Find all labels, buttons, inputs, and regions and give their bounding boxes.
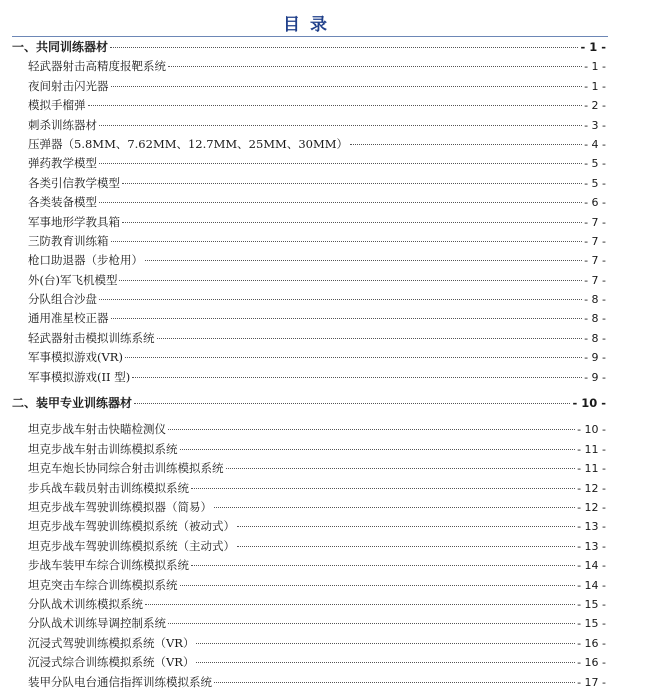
- toc-page-number: - 7 -: [584, 254, 606, 268]
- toc-page-number: - 1 -: [580, 40, 606, 54]
- dot-leader: [214, 682, 575, 683]
- toc-item[interactable]: [12, 154, 606, 173]
- toc-item[interactable]: [12, 232, 606, 251]
- toc-page-number: - 15 -: [577, 617, 606, 631]
- dot-leader: [168, 429, 575, 430]
- toc-section-2[interactable]: [12, 394, 606, 413]
- dot-leader: [191, 565, 575, 566]
- toc-section-label: 一、共同训练器材: [12, 40, 109, 54]
- toc-item[interactable]: [12, 290, 606, 309]
- toc-page-number: - 16 -: [577, 636, 606, 650]
- dot-leader: [191, 488, 575, 489]
- toc-page-number: - 2 -: [584, 99, 606, 113]
- toc-item-label: 坦克步战车驾驶训练模拟系统（主动式）: [28, 538, 235, 553]
- dot-leader: [99, 299, 582, 300]
- toc-item[interactable]: [12, 556, 606, 575]
- page-title: 目录: [283, 15, 337, 35]
- dot-leader: [122, 222, 582, 223]
- toc-item-label: 通用准星校正器: [28, 311, 109, 326]
- toc-item-label: 坦克步战车射击训练模拟系统: [28, 441, 178, 456]
- table-of-contents: [12, 38, 606, 692]
- dot-leader: [196, 643, 575, 644]
- toc-page-number: - 3 -: [584, 118, 606, 132]
- dot-leader: [145, 604, 575, 605]
- toc-item-label: 分队组合沙盘: [28, 292, 97, 307]
- toc-item[interactable]: [12, 135, 606, 154]
- toc-page-number: - 7 -: [584, 273, 606, 287]
- toc-item[interactable]: [12, 96, 606, 115]
- toc-item-label: 夜间射击闪光器: [28, 78, 109, 93]
- toc-item-label: 轻武器射击模拟训练系统: [28, 330, 155, 345]
- toc-item[interactable]: [12, 653, 606, 672]
- toc-item-label: 压弹器（5.8MM、7.62MM、12.7MM、25MM、30MM）: [28, 136, 349, 151]
- toc-page-number: - 16 -: [577, 656, 606, 670]
- toc-page-number: - 8 -: [584, 312, 606, 326]
- dot-leader: [157, 338, 583, 339]
- dot-leader: [122, 183, 582, 184]
- toc-item-label: 弹药教学模型: [28, 156, 97, 171]
- toc-item-label: 各类装备模型: [28, 195, 97, 210]
- toc-page-number: - 15 -: [577, 597, 606, 611]
- toc-item-label: 刺杀训练器材: [28, 117, 97, 132]
- toc-item-label: 坦克步战车驾驶训练模拟器（简易）: [28, 499, 212, 514]
- toc-page-number: - 14 -: [577, 559, 606, 573]
- dot-leader: [99, 163, 582, 164]
- dot-leader: [180, 449, 576, 450]
- toc-page-number: - 7 -: [584, 215, 606, 229]
- toc-page-number: - 13 -: [577, 539, 606, 553]
- toc-item[interactable]: [12, 271, 606, 290]
- toc-section-1[interactable]: [12, 38, 606, 57]
- toc-item[interactable]: [12, 213, 606, 232]
- title-divider: [12, 36, 608, 37]
- toc-item[interactable]: [12, 479, 606, 498]
- toc-item[interactable]: [12, 440, 606, 459]
- toc-item-label: 分队战术训练导调控制系统: [28, 616, 166, 631]
- toc-page-number: - 5 -: [584, 176, 606, 190]
- toc-item[interactable]: [12, 634, 606, 653]
- toc-item[interactable]: [12, 329, 606, 348]
- toc-item-label: 军事模拟游戏(II 型): [28, 369, 131, 384]
- toc-item[interactable]: [12, 174, 606, 193]
- toc-item-label: 军事模拟游戏(VR): [28, 350, 123, 365]
- toc-item-label: 沉浸式驾驶训练模拟系统（VR）: [28, 635, 195, 650]
- toc-page-number: - 4 -: [584, 137, 606, 151]
- toc-item-label: 步兵战车载员射击训练模拟系统: [28, 480, 189, 495]
- toc-page-number: - 9 -: [584, 351, 606, 365]
- toc-page-number: - 10 -: [577, 423, 606, 437]
- dot-leader: [99, 202, 582, 203]
- toc-item-label: 沉浸式综合训练模拟系统（VR）: [28, 655, 195, 670]
- toc-item-label: 军事地形学教具箱: [28, 214, 120, 229]
- dot-leader: [180, 585, 576, 586]
- toc-item[interactable]: [12, 116, 606, 135]
- toc-page-number: - 9 -: [584, 370, 606, 384]
- dot-leader: [145, 260, 582, 261]
- toc-page-number: - 6 -: [584, 196, 606, 210]
- toc-page-number: - 14 -: [577, 578, 606, 592]
- toc-item[interactable]: [12, 348, 606, 367]
- toc-item[interactable]: [12, 368, 606, 387]
- toc-page-number: - 1 -: [584, 79, 606, 93]
- dot-leader: [134, 403, 570, 404]
- dot-leader: [119, 280, 582, 281]
- dot-leader: [88, 105, 583, 106]
- dot-leader: [168, 66, 582, 67]
- toc-page-number: - 13 -: [577, 520, 606, 534]
- toc-page-number: - 11 -: [577, 442, 606, 456]
- toc-item[interactable]: [12, 57, 606, 76]
- toc-item-label: 坦克突击车综合训练模拟系统: [28, 577, 178, 592]
- toc-page-number: - 12 -: [577, 481, 606, 495]
- toc-item[interactable]: [12, 537, 606, 556]
- dot-leader: [99, 125, 582, 126]
- dot-leader: [110, 47, 578, 48]
- dot-leader: [111, 241, 583, 242]
- toc-item-label: 坦克步战车射击快瞄检测仪: [28, 422, 166, 437]
- toc-item[interactable]: [12, 77, 606, 96]
- toc-item-label: 坦克车炮长协同综合射击训练模拟系统: [28, 461, 224, 476]
- toc-item[interactable]: [12, 517, 606, 536]
- toc-item-label: 装甲分队电台通信指挥训练模拟系统: [28, 674, 212, 689]
- toc-item-label: 步战车装甲车综合训练模拟系统: [28, 558, 189, 573]
- dot-leader: [226, 468, 576, 469]
- toc-item-label: 外(台)军飞机模型: [28, 272, 118, 287]
- dot-leader: [350, 144, 582, 145]
- toc-page-number: - 10 -: [572, 396, 606, 411]
- toc-item-label: 分队战术训练模拟系统: [28, 596, 143, 611]
- toc-item[interactable]: [12, 193, 606, 212]
- toc-item-label: 各类引信教学模型: [28, 175, 120, 190]
- dot-leader: [168, 623, 575, 624]
- toc-page-number: - 7 -: [584, 234, 606, 248]
- toc-item[interactable]: [12, 576, 606, 595]
- toc-item-label: 轻武器射击高精度报靶系统: [28, 59, 166, 74]
- toc-item[interactable]: [12, 595, 606, 614]
- toc-item[interactable]: [12, 614, 606, 633]
- toc-item-label: 模拟手榴弹: [28, 98, 86, 113]
- dot-leader: [237, 526, 575, 527]
- toc-page-number: - 12 -: [577, 500, 606, 514]
- dot-leader: [237, 546, 575, 547]
- dot-leader: [111, 318, 583, 319]
- toc-item[interactable]: [12, 459, 606, 478]
- dot-leader: [196, 662, 575, 663]
- toc-item[interactable]: [12, 251, 606, 270]
- toc-section-label: 二、装甲专业训练器材: [12, 396, 133, 411]
- toc-item[interactable]: [12, 498, 606, 517]
- toc-item[interactable]: [12, 673, 606, 692]
- toc-item[interactable]: [12, 309, 606, 328]
- dot-leader: [214, 507, 575, 508]
- toc-page-number: - 1 -: [584, 60, 606, 74]
- toc-item-label: 枪口助退器（步枪用）: [28, 253, 143, 268]
- toc-page-number: - 8 -: [584, 331, 606, 345]
- toc-page-number: - 11 -: [577, 462, 606, 476]
- toc-item-label: 三防教育训练箱: [28, 233, 109, 248]
- dot-leader: [111, 86, 583, 87]
- toc-page-number: - 8 -: [584, 293, 606, 307]
- dot-leader: [125, 357, 582, 358]
- toc-page-number: - 17 -: [577, 675, 606, 689]
- toc-item-label: 坦克步战车驾驶训练模拟系统（被动式）: [28, 519, 235, 534]
- toc-item[interactable]: [12, 420, 606, 439]
- dot-leader: [132, 377, 582, 378]
- toc-page-number: - 5 -: [584, 157, 606, 171]
